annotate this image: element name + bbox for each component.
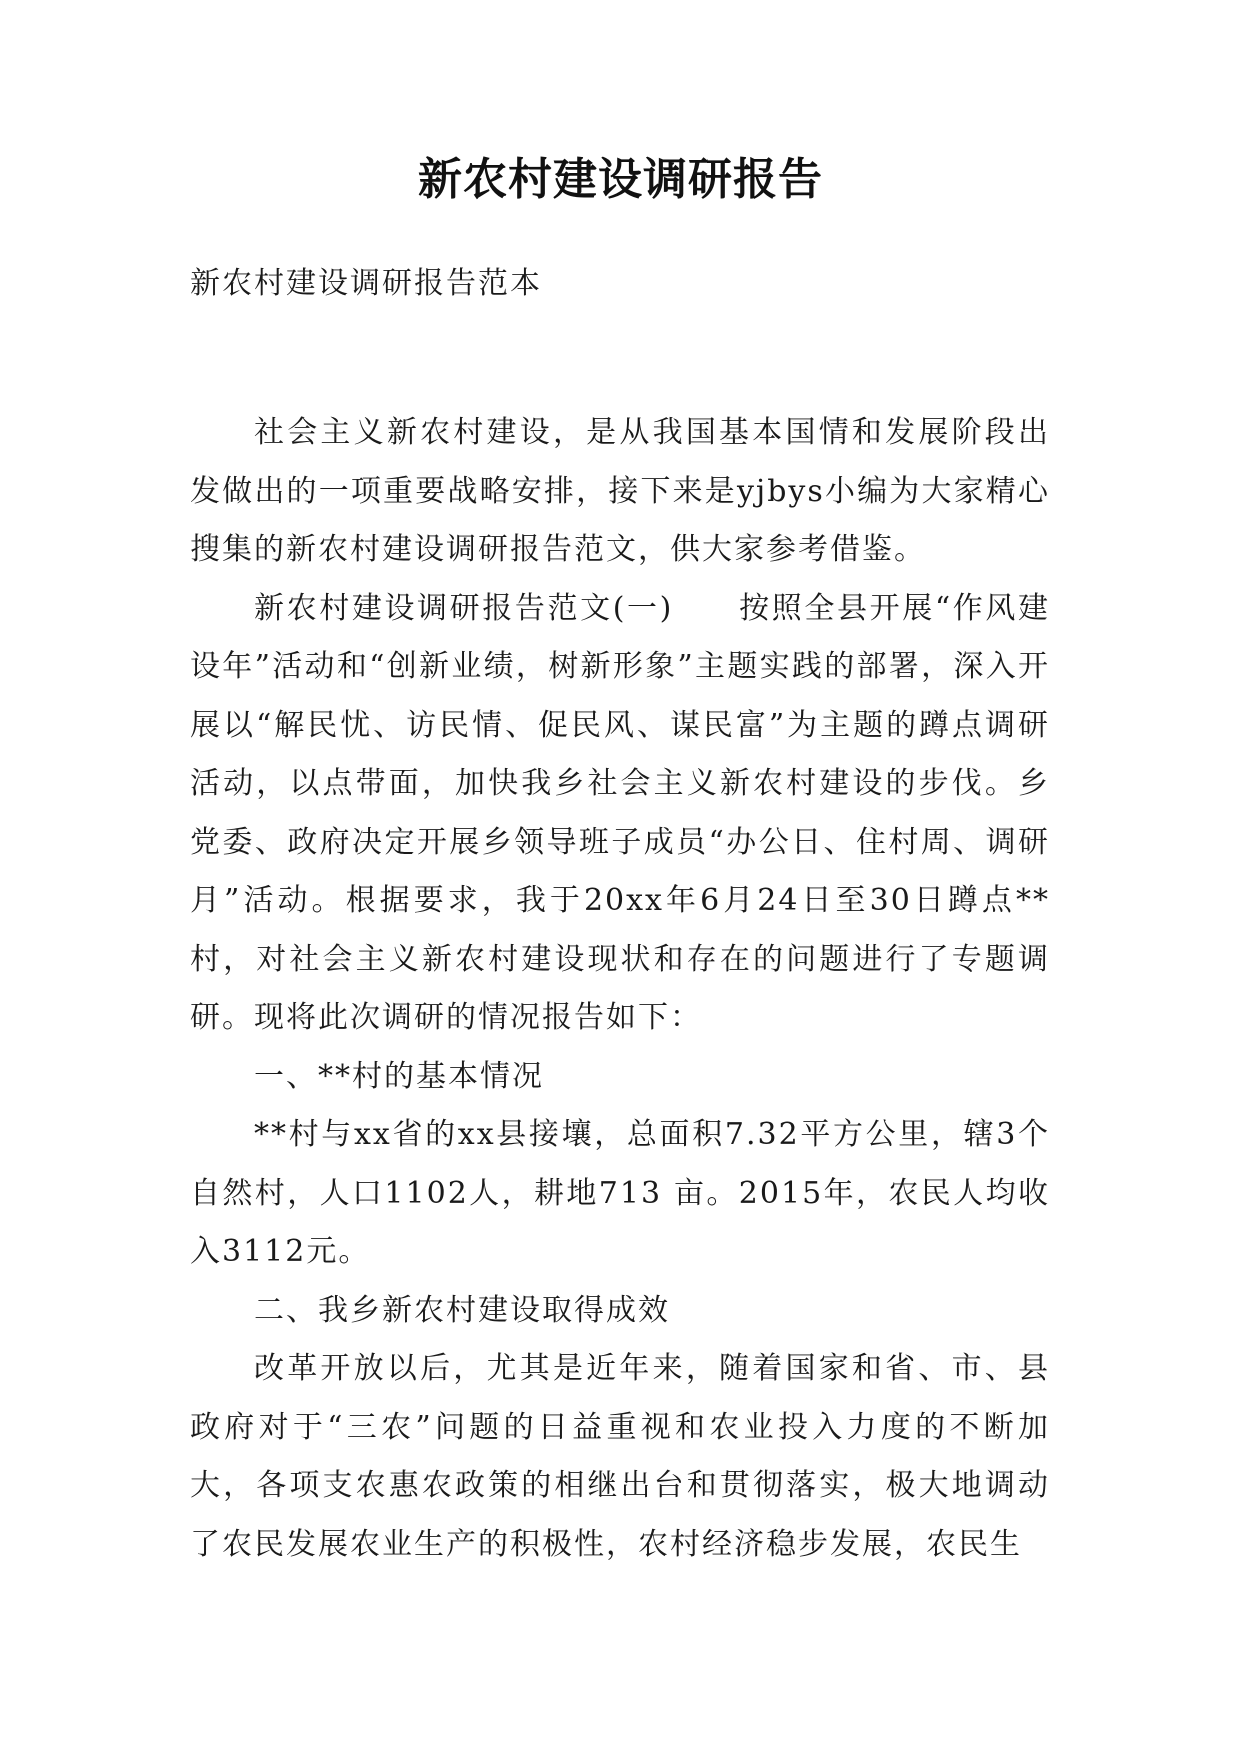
paragraph-intro: 社会主义新农村建设，是从我国基本国情和发展阶段出发做出的一项重要战略安排，接下来是yjbys小编为大家精心搜集的新农村建设调研报告范文，供大家参考借鉴。	[190, 415, 1050, 567]
document-body	[190, 404, 1050, 1574]
paragraph-basic-info: **村与xx省的xx县接壤，总面积7.32平方公里，辖3个自然村，人口1102人，耕地713 亩。2015年，农民人均收入3112元。	[190, 1117, 1050, 1269]
section-heading-achievements: 二、我乡新农村建设取得成效	[254, 1292, 670, 1328]
paragraph-achievements: 改革开放以后，尤其是近年来，随着国家和省、市、县政府对于“三农”问题的日益重视和农业投入力度的不断加大，各项支农惠农政策的相继出台和贯彻落实，极大地调动了农民发展农业生产的积极性，农村经济稳步发展，农民生	[190, 1351, 1050, 1562]
document-subtitle: 新农村建设调研报告范本	[190, 266, 542, 301]
section-heading-basic-info: 一、**村的基本情况	[254, 1058, 544, 1094]
paragraph-sample-one: 新农村建设调研报告范文(一) 按照全县开展“作风建设年”活动和“创新业绩，树新形象”主题实践的部署，深入开展以“解民忧、访民情、促民风、谋民富”为主题的蹲点调研活动，以点带面，加快我乡社会主义新农村建设的步伐。乡党委、政府决定开展乡领导班子成员“办公日、住村周、调研月”活动。根据要求，我于20xx年6月24日至30日蹲点**村，对社会主义新农村建设现状和存在的问题进行了专题调研。现将此次调研的情况报告如下：	[190, 590, 1050, 1035]
document-title: 新农村建设调研报告	[418, 154, 823, 205]
